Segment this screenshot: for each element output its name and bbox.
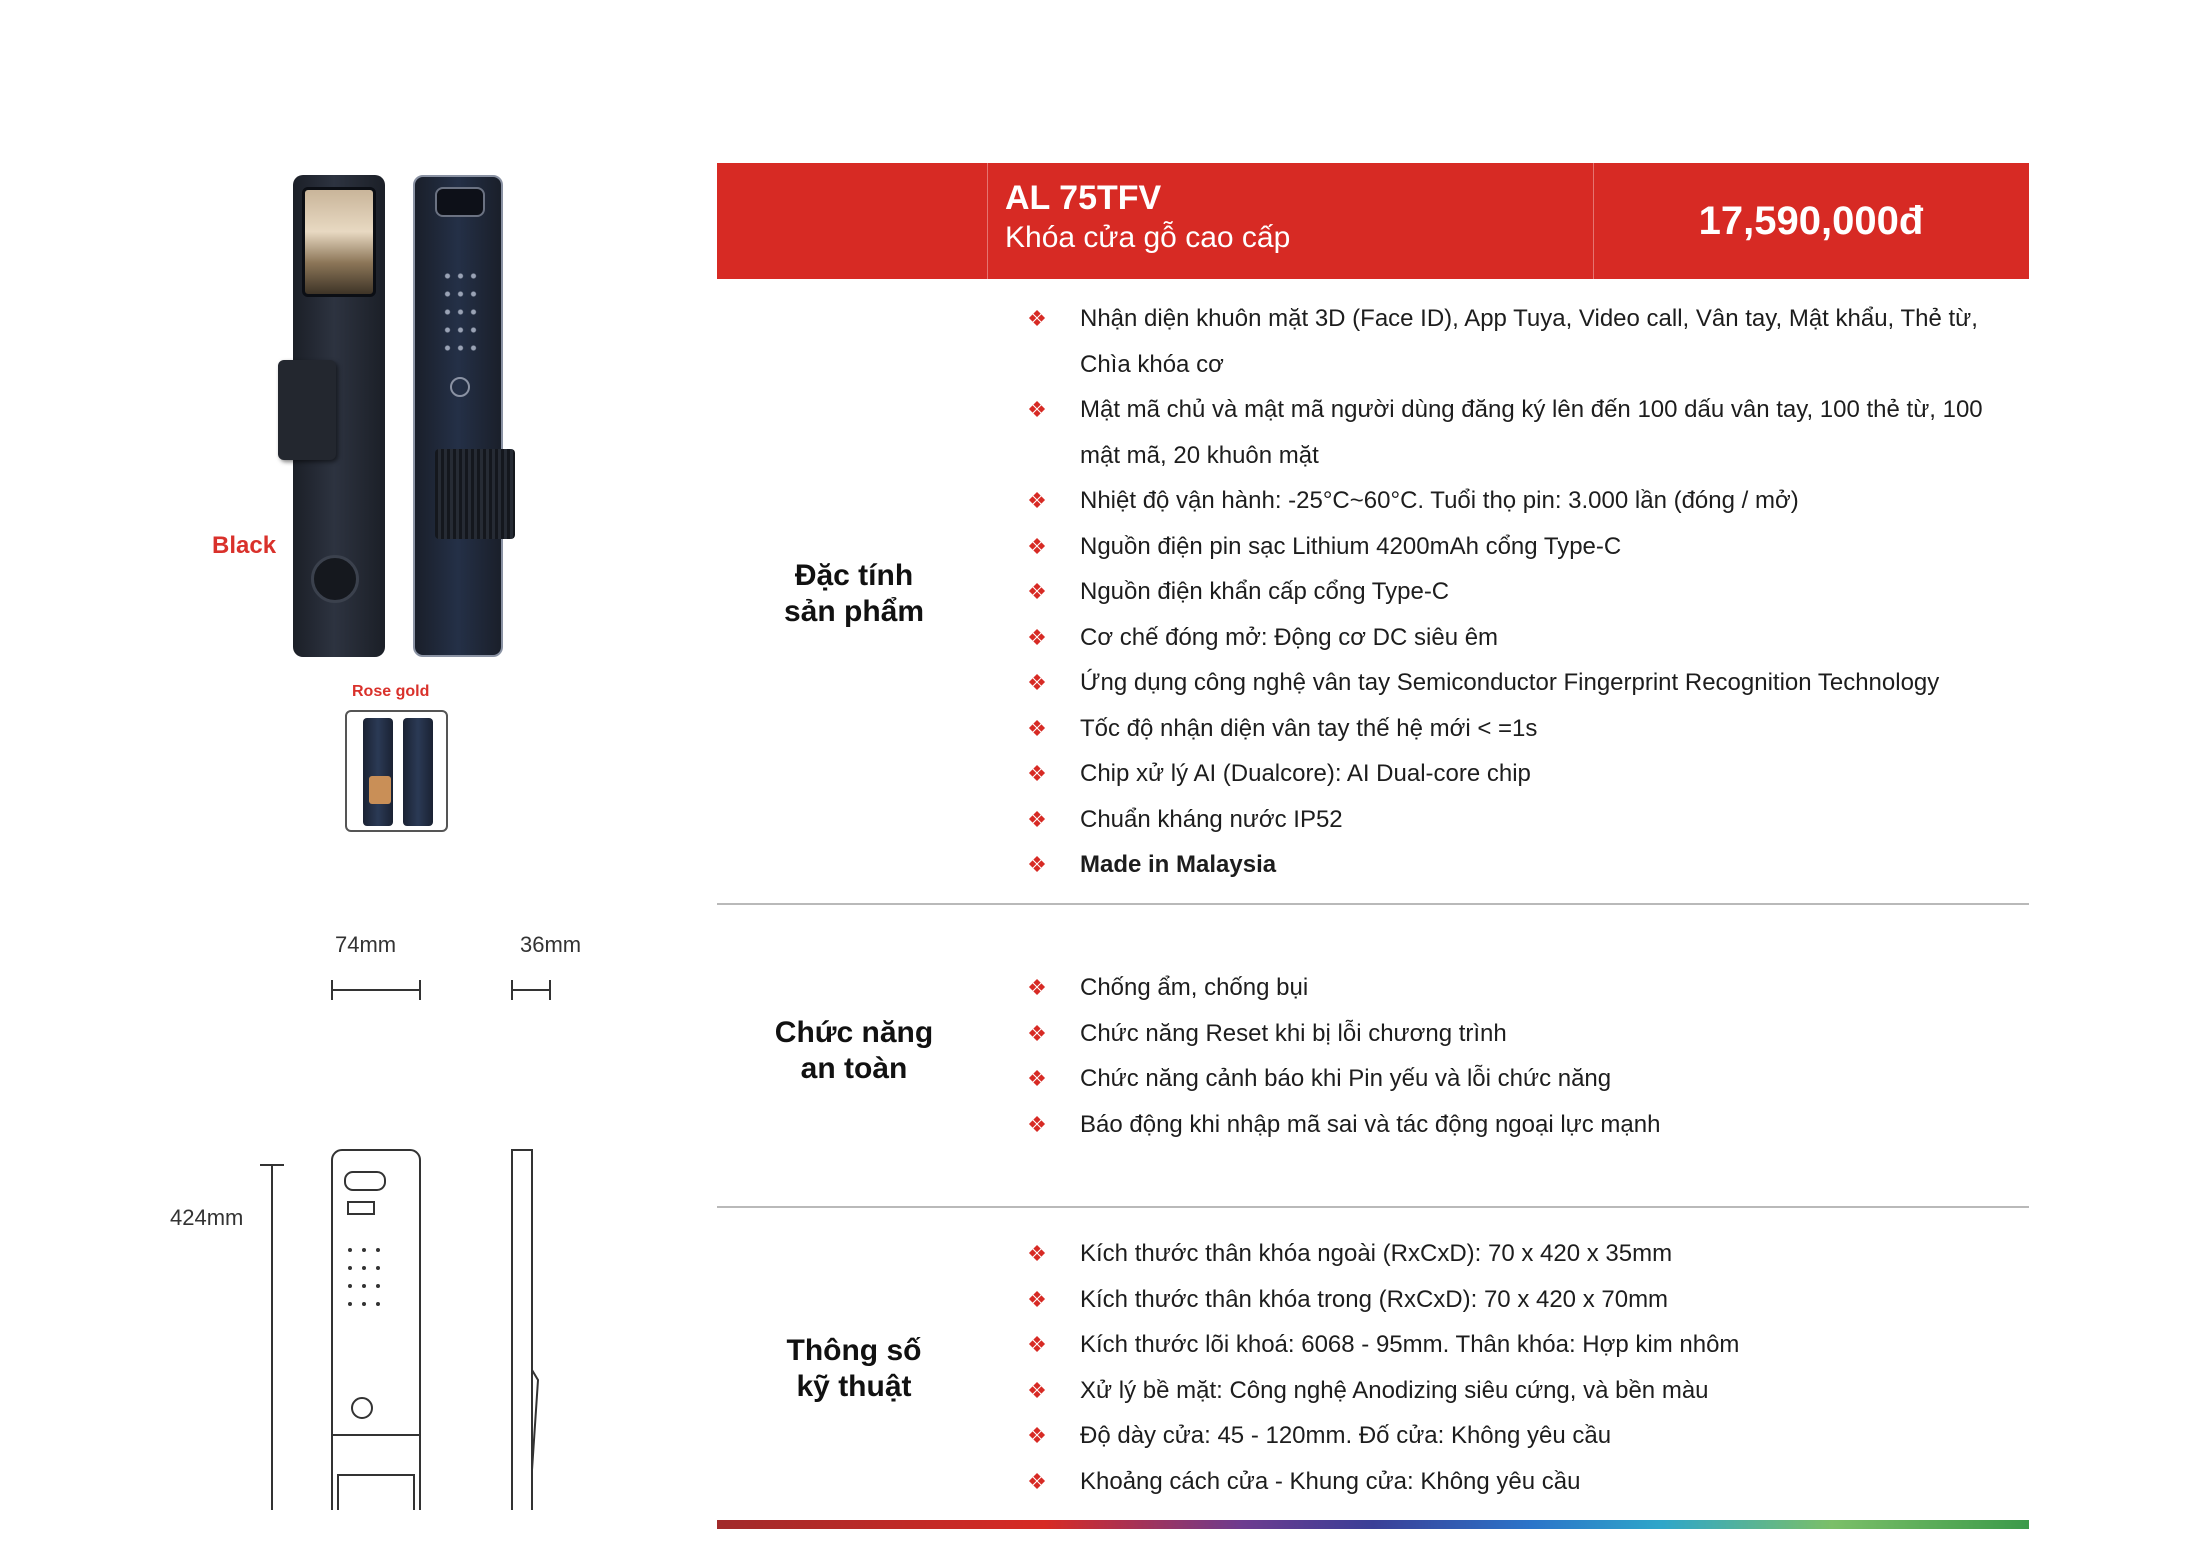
lock-knob xyxy=(311,555,359,603)
dimension-width: 74mm xyxy=(335,932,397,957)
list-item: ❖ Kích thước thân khóa trong (RxCxD): 70 x 420 x 70mm xyxy=(1022,1277,2012,1323)
bullet-icon: ❖ xyxy=(1027,579,1047,604)
list-item: ❖ Khoảng cách cửa - Khung cửa: Không yêu cầu xyxy=(1022,1459,2012,1505)
bullet-icon: ❖ xyxy=(1027,1111,1047,1137)
safety-list xyxy=(1022,965,2012,1147)
bullet-icon: ❖ xyxy=(1027,533,1047,559)
bullet-icon: ❖ xyxy=(1027,670,1047,695)
list-item: ❖ Nguồn điện pin sạc Lithium 4200mAh cổng Type-C xyxy=(1022,524,2012,570)
lock-grip xyxy=(435,449,515,539)
lock-handle xyxy=(278,360,336,460)
section-safety-functions xyxy=(717,965,2029,1165)
product-header xyxy=(717,163,2029,279)
product-images xyxy=(170,160,640,1510)
section-divider xyxy=(717,903,2029,905)
bullet-icon: ❖ xyxy=(1027,852,1047,877)
list-item: ❖ Cơ chế đóng mở: Động cơ DC siêu êm xyxy=(1022,615,2012,661)
lock-back-image xyxy=(413,175,503,657)
list-item: ❖ Chức năng cảnh báo khi Pin yếu và lỗi chức năng xyxy=(1022,1056,2012,1102)
dimension-height: 424mm xyxy=(170,1205,244,1230)
feature-list xyxy=(1022,296,2012,888)
bullet-icon: ❖ xyxy=(1027,806,1047,832)
list-item: ❖ Ứng dụng công nghệ vân tay Semiconductor Fingerprint Recognition Technology xyxy=(1022,660,2012,706)
lock-screen xyxy=(302,187,376,297)
list-item: ❖ Mật mã chủ và mật mã người dùng đăng ký lên đến 100 dấu vân tay, 100 thẻ từ, 100 mật mã, 20 khuôn mặt xyxy=(1022,387,2012,478)
list-item: ❖ Kích thước lõi khoá: 6068 - 95mm. Thân khóa: Hợp kim nhôm xyxy=(1022,1322,2012,1368)
color-label-rose-gold: Rose gold xyxy=(352,683,430,700)
bullet-icon: ❖ xyxy=(1027,1468,1047,1494)
list-item: ❖ Độ dày cửa: 45 - 120mm. Đố cửa: Không yêu cầu xyxy=(1022,1413,2012,1459)
list-item: ❖ Kích thước thân khóa ngoài (RxCxD): 70 x 420 x 35mm xyxy=(1022,1231,2012,1277)
bullet-icon: ❖ xyxy=(1027,1020,1047,1046)
list-item: ❖ Nguồn điện khẩn cấp cổng Type-C xyxy=(1022,569,2012,615)
list-item: ❖ Chuẩn kháng nước IP52 xyxy=(1022,797,2012,843)
specs-list xyxy=(1022,1231,2012,1504)
list-item: ❖ Chip xử lý AI (Dualcore): AI Dual-core chip xyxy=(1022,751,2012,797)
list-item: ❖ Nhận diện khuôn mặt 3D (Face ID), App Tuya, Video call, Vân tay, Mật khẩu, Thẻ từ, Chìa khóa cơ xyxy=(1022,296,2012,387)
bullet-icon: ❖ xyxy=(1027,975,1047,1000)
section-divider xyxy=(717,1206,2029,1208)
bullet-icon: ❖ xyxy=(1027,1377,1047,1403)
dimension-depth: 36mm xyxy=(520,932,582,957)
section-title: Chức năng an toàn xyxy=(774,1016,934,1085)
section-title: Thông số kỹ thuật xyxy=(786,1334,922,1403)
list-item: ❖ Chức năng Reset khi bị lỗi chương trình xyxy=(1022,1011,2012,1057)
product-price: 17,590,000đ xyxy=(1698,199,1924,243)
bullet-icon: ❖ xyxy=(1027,1286,1047,1312)
product-subtitle: Khóa cửa gỗ cao cấp xyxy=(1005,221,1291,254)
color-label-black: Black xyxy=(212,532,277,559)
list-item: ❖ Báo động khi nhập mã sai và tác động ngoại lực mạnh xyxy=(1022,1102,2012,1148)
lock-front-image xyxy=(293,175,385,657)
keypad xyxy=(441,267,481,357)
bullet-icon: ❖ xyxy=(1027,1066,1047,1091)
dimension-drawing xyxy=(180,950,640,1510)
list-item: ❖ Chống ẩm, chống bụi xyxy=(1022,965,2012,1011)
section-title: Đặc tính sản phẩm xyxy=(783,559,925,628)
bullet-icon: ❖ xyxy=(1027,761,1047,786)
bullet-icon: ❖ xyxy=(1027,715,1047,741)
list-item: ❖ Made in Malaysia xyxy=(1022,842,2012,888)
fingerprint-icon xyxy=(450,377,470,397)
bullet-icon: ❖ xyxy=(1027,1423,1047,1448)
section-product-features xyxy=(717,296,2029,896)
bullet-icon: ❖ xyxy=(1027,1332,1047,1357)
list-item: ❖ Tốc độ nhận diện vân tay thế hệ mới < =1s xyxy=(1022,706,2012,752)
product-model: AL 75TFV xyxy=(1005,179,1162,217)
list-item: ❖ Xử lý bề mặt: Công nghệ Anodizing siêu cứng, và bền màu xyxy=(1022,1368,2012,1414)
rose-gold-thumbnail xyxy=(345,710,448,832)
bullet-icon: ❖ xyxy=(1027,624,1047,650)
list-item: ❖ Nhiệt độ vận hành: -25°C~60°C. Tuổi thọ pin: 3.000 lần (đóng / mở) xyxy=(1022,478,2012,524)
bottom-color-bar xyxy=(717,1520,2029,1529)
bullet-icon: ❖ xyxy=(1027,397,1047,422)
bullet-icon: ❖ xyxy=(1027,1241,1047,1266)
bullet-icon: ❖ xyxy=(1027,488,1047,513)
bullet-icon: ❖ xyxy=(1027,306,1047,331)
camera-icon xyxy=(435,187,485,217)
section-technical-specs xyxy=(717,1231,2029,1531)
